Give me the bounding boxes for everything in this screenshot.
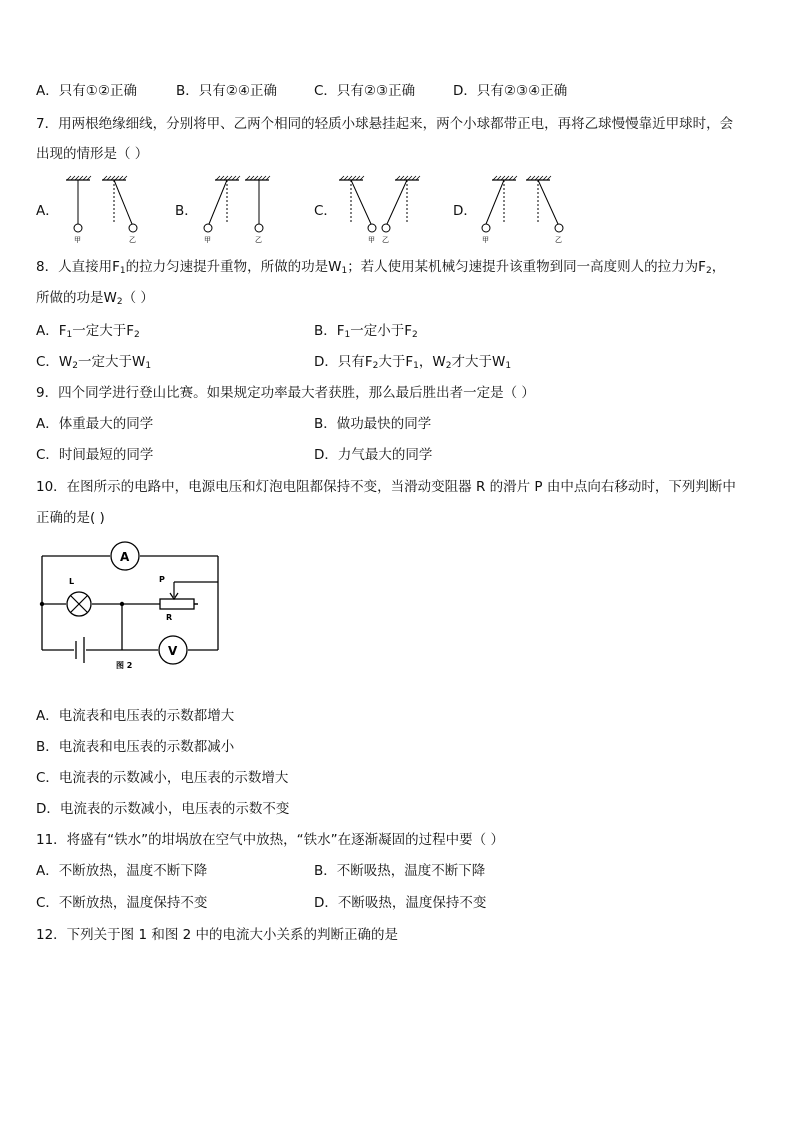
q6-option-a: A．只有①②正确 (36, 83, 137, 99)
q10-stem-line2: 正确的是( ) (36, 510, 105, 526)
q12-stem: 12．下列关于图 1 和图 2 中的电流大小关系的判断正确的是 (36, 927, 399, 943)
q11-option-b: B．不断吸热，温度不断下降 (314, 863, 486, 879)
q11-option-a: A．不断放热，温度不断下降 (36, 863, 208, 879)
q8-option-a: A．$F_1$一定大于$F_2$ (36, 323, 140, 340)
rheostat-icon (160, 599, 194, 609)
q11-option-c: C．不断放热，温度保持不变 (36, 895, 208, 911)
q7b-ball-yi-label: 乙 (255, 236, 262, 244)
q7a-ball-jia-label: 甲 (74, 236, 81, 244)
q10-stem-line1: 10．在图所示的电路中，电源电压和灯泡电阻都保持不变，当滑动变阻器 R 的滑片 P 由中点向右移动时，下列判断中 (36, 479, 736, 495)
q10-option-d: D．电流表的示数减小，电压表的示数不变 (36, 801, 290, 817)
q6-option-b: B．只有②④正确 (176, 83, 277, 99)
q10-option-c: C．电流表的示数减小，电压表的示数增大 (36, 770, 289, 786)
q9-stem: 9．四个同学进行登山比赛。如果规定功率最大者获胜，那么最后胜出者一定是（ ） (36, 385, 535, 401)
q9-option-d: D．力气最大的同学 (314, 447, 433, 463)
q7-label-c: C． (314, 203, 337, 219)
q11-stem: 11．将盛有“铁水”的坩埚放在空气中放热，“铁水”在逐渐凝固的过程中要（ ） (36, 832, 504, 848)
q9-option-c: C．时间最短的同学 (36, 447, 154, 463)
q8-option-b: B．$F_1$一定小于$F_2$ (314, 323, 418, 340)
q8-option-c: C．$W_2$一定大于$W_1$ (36, 354, 152, 371)
resistor-label: R (166, 613, 173, 622)
q7-figure-d (474, 172, 574, 247)
q7-stem-line1: 7．用两根绝缘细线，分别将甲、乙两个相同的轻质小球悬挂起来，两个小球都带正电，再将乙球慢慢靠近甲球时，会 (36, 116, 734, 132)
q8-option-d: D．只有$F_2$大于$F_1$，$W_2$才大于$W_1$ (314, 354, 512, 371)
slider-label: P (159, 575, 165, 584)
q9-option-b: B．做功最快的同学 (314, 416, 432, 432)
q7-label-a: A． (36, 203, 59, 219)
q7-figure-c (335, 172, 425, 247)
q7b-ball-jia-label: 甲 (204, 236, 211, 244)
q10-circuit-diagram (36, 540, 226, 670)
q7-figure-a (60, 172, 150, 247)
q8-stem-line1: 8．人直接用$F_1$的拉力匀速提升重物，所做的功是$W_1$；若人使用某机械匀速提升该重物到同一高度则人的拉力为$F_2$， (36, 259, 726, 276)
q9-option-a: A．体重最大的同学 (36, 416, 154, 432)
voltmeter-label: V (168, 644, 178, 658)
q7a-ball-yi-label: 乙 (129, 236, 136, 244)
q7c-ball-yi-label: 乙 (382, 236, 389, 244)
q11-option-d: D．不断吸热，温度保持不变 (314, 895, 487, 911)
lamp-label: L (69, 577, 75, 586)
q6-option-d: D．只有②③④正确 (453, 83, 568, 99)
q8-stem-line2: 所做的功是$W_2$（ ） (36, 290, 154, 307)
q10-option-a: A．电流表和电压表的示数都增大 (36, 708, 235, 724)
q7-stem-line2: 出现的情形是（ ） (36, 146, 149, 162)
q10-option-b: B．电流表和电压表的示数都减小 (36, 739, 235, 755)
q6-option-c: C．只有②③正确 (314, 83, 416, 99)
q7d-ball-yi-label: 乙 (555, 236, 562, 244)
q7-label-d: D． (453, 203, 477, 219)
q7d-ball-jia-label: 甲 (482, 236, 489, 244)
figure-caption: 图 2 (116, 661, 133, 670)
q7-label-b: B． (175, 203, 198, 219)
q7c-ball-jia-label: 甲 (368, 236, 375, 244)
ammeter-label: A (120, 550, 130, 564)
q7-figure-b (195, 172, 285, 247)
